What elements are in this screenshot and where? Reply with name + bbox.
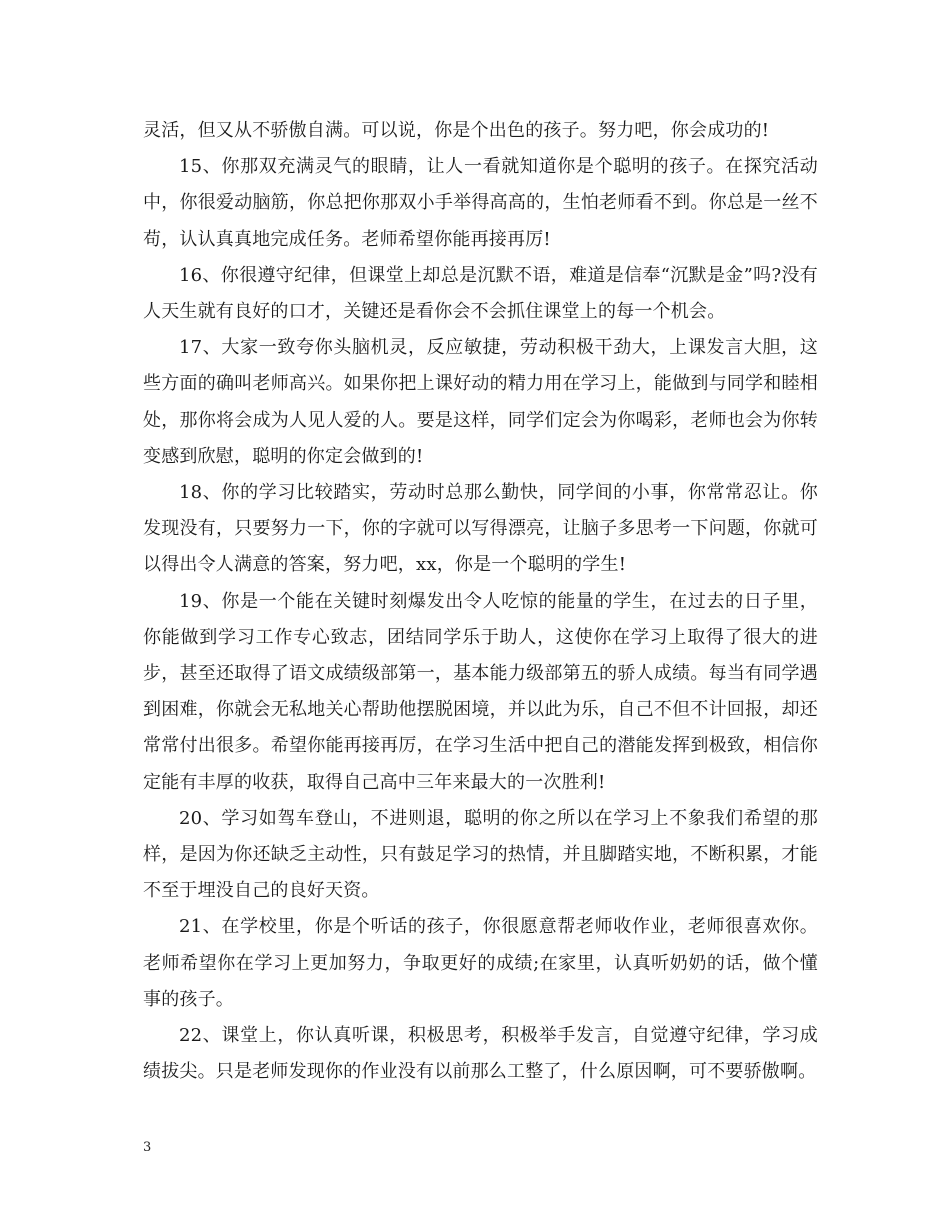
document-body	[143, 113, 818, 1090]
paragraph-comment-16: 16、你很遵守纪律，但课堂上却总是沉默不语，难道是信奉“沉默是金”吗?没有人天生就有良好的口才，关键还是看你会不会抓住课堂上的每一个机会。	[143, 264, 818, 323]
paragraph-comment-15: 15、你那双充满灵气的眼睛，让人一看就知道你是个聪明的孩子。在探究活动中，你很爱动脑筋，你总把你那双小手举得高高的，生怕老师看不到。你总是一丝不苟，认认真真地完成任务。老师希望你能再接再厉!	[143, 156, 818, 250]
paragraph-comment-17: 17、大家一致夸你头脑机灵，反应敏捷，劳动积极干劲大，上课发言大胆，这些方面的确叫老师高兴。如果你把上课好动的精力用在学习上，能做到与同学和睦相处，那你将会成为人见人爱的人。要是这样，同学们定会为你喝彩，老师也会为你转变感到欣慰，聪明的你定会做到的!	[143, 337, 818, 467]
paragraph-comment-18: 18、你的学习比较踏实，劳动时总那么勤快，同学间的小事，你常常忍让。你发现没有，只要努力一下，你的字就可以写得漂亮，让脑子多思考一下问题，你就可以得出令人满意的答案，努力吧，xx，你是一个聪明的学生!	[143, 482, 818, 576]
paragraph-continuation: 灵活，但又从不骄傲自满。可以说，你是个出色的孩子。努力吧，你会成功的!	[143, 120, 770, 141]
paragraph-comment-19: 19、你是一个能在关键时刻爆发出令人吃惊的能量的学生，在过去的日子里，你能做到学习工作专心致志，团结同学乐于助人，这使你在学习上取得了很大的进步，甚至还取得了语文成绩级部第一，基本能力级部第五的骄人成绩。每当有同学遇到困难，你就会无私地关心帮助他摆脱困境，并以此为乐，自己不但不计回报，却还常常付出很多。希望你能再接再厉，在学习生活中把自己的潜能发挥到极致，相信你定能有丰厚的收获，取得自己高中三年来最大的一次胜利!	[143, 590, 818, 793]
page-number: 3	[143, 1140, 152, 1155]
paragraph-comment-20: 20、学习如驾车登山，不进则退，聪明的你之所以在学习上不象我们希望的那样，是因为你还缺乏主动性，只有鼓足学习的热情，并且脚踏实地，不断积累，才能不至于埋没自己的良好天资。	[143, 807, 818, 902]
paragraph-comment-22: 22、课堂上，你认真听课，积极思考，积极举手发言，自觉遵守纪律，学习成绩拔尖。只是老师发现你的作业没有以前那么工整了，什么原因啊，可不要骄傲啊。	[143, 1025, 818, 1083]
paragraph-comment-21: 21、在学校里，你是个听话的孩子，你很愿意帮老师收作业，老师很喜欢你。老师希望你在学习上更加努力，争取更好的成绩;在家里，认真听奶奶的话，做个懂事的孩子。	[143, 916, 818, 1010]
